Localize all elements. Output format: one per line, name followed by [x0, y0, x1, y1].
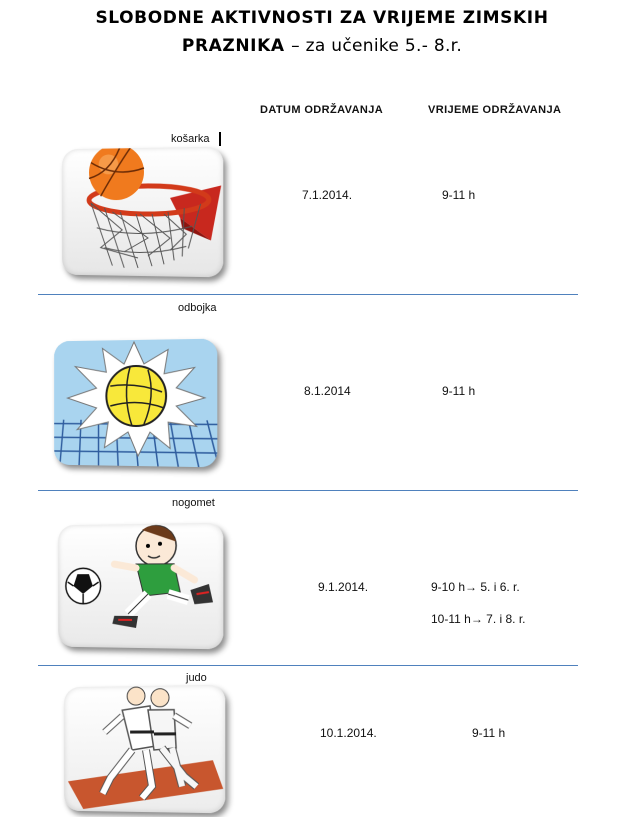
football-icon	[58, 523, 223, 650]
title-subtitle: – za učenike 5.- 8.r.	[291, 36, 463, 56]
activity-label-odbojka: odbojka	[178, 302, 217, 314]
time-judo: 9-11 h	[472, 726, 506, 740]
date-odbojka: 8.1.2014	[304, 384, 351, 398]
date-judo: 10.1.2014.	[320, 726, 377, 740]
column-header-time: VRIJEME ODRŽAVANJA	[428, 104, 562, 116]
volleyball-icon	[54, 339, 217, 468]
date-kosarka: 7.1.2014.	[302, 188, 353, 202]
basketball-icon	[62, 147, 223, 278]
time-nogomet-2	[431, 612, 526, 626]
activity-label-judo: judo	[186, 672, 207, 684]
judo-icon	[64, 685, 225, 814]
row-separator	[38, 294, 578, 295]
text-cursor	[219, 132, 221, 146]
date-nogomet: 9.1.2014.	[318, 580, 369, 594]
page-title-line1: SLOBODNE AKTIVNOSTI ZA VRIJEME ZIMSKIH	[95, 8, 549, 28]
activity-label-kosarka: košarka	[171, 133, 210, 145]
time-nogomet-1	[431, 580, 520, 594]
arrow-right-icon: →	[470, 612, 483, 626]
row-separator	[38, 490, 578, 491]
activity-label-nogomet: nogomet	[172, 497, 215, 509]
row-separator	[38, 665, 578, 666]
arrow-right-icon: →	[465, 580, 478, 594]
grades-slot-2: 7. i 8. r.	[486, 612, 526, 626]
grades-slot-1: 5. i 6. r.	[480, 580, 520, 594]
column-header-date: DATUM ODRŽAVANJA	[260, 104, 384, 116]
title-main: PRAZNIKA	[181, 36, 285, 56]
time-slot-2: 10-11 h	[431, 612, 471, 626]
page-title-line2	[0, 36, 644, 56]
time-odbojka: 9-11 h	[442, 384, 476, 398]
time-kosarka: 9-11 h	[442, 188, 476, 202]
time-slot-1: 9-10 h	[431, 580, 466, 594]
